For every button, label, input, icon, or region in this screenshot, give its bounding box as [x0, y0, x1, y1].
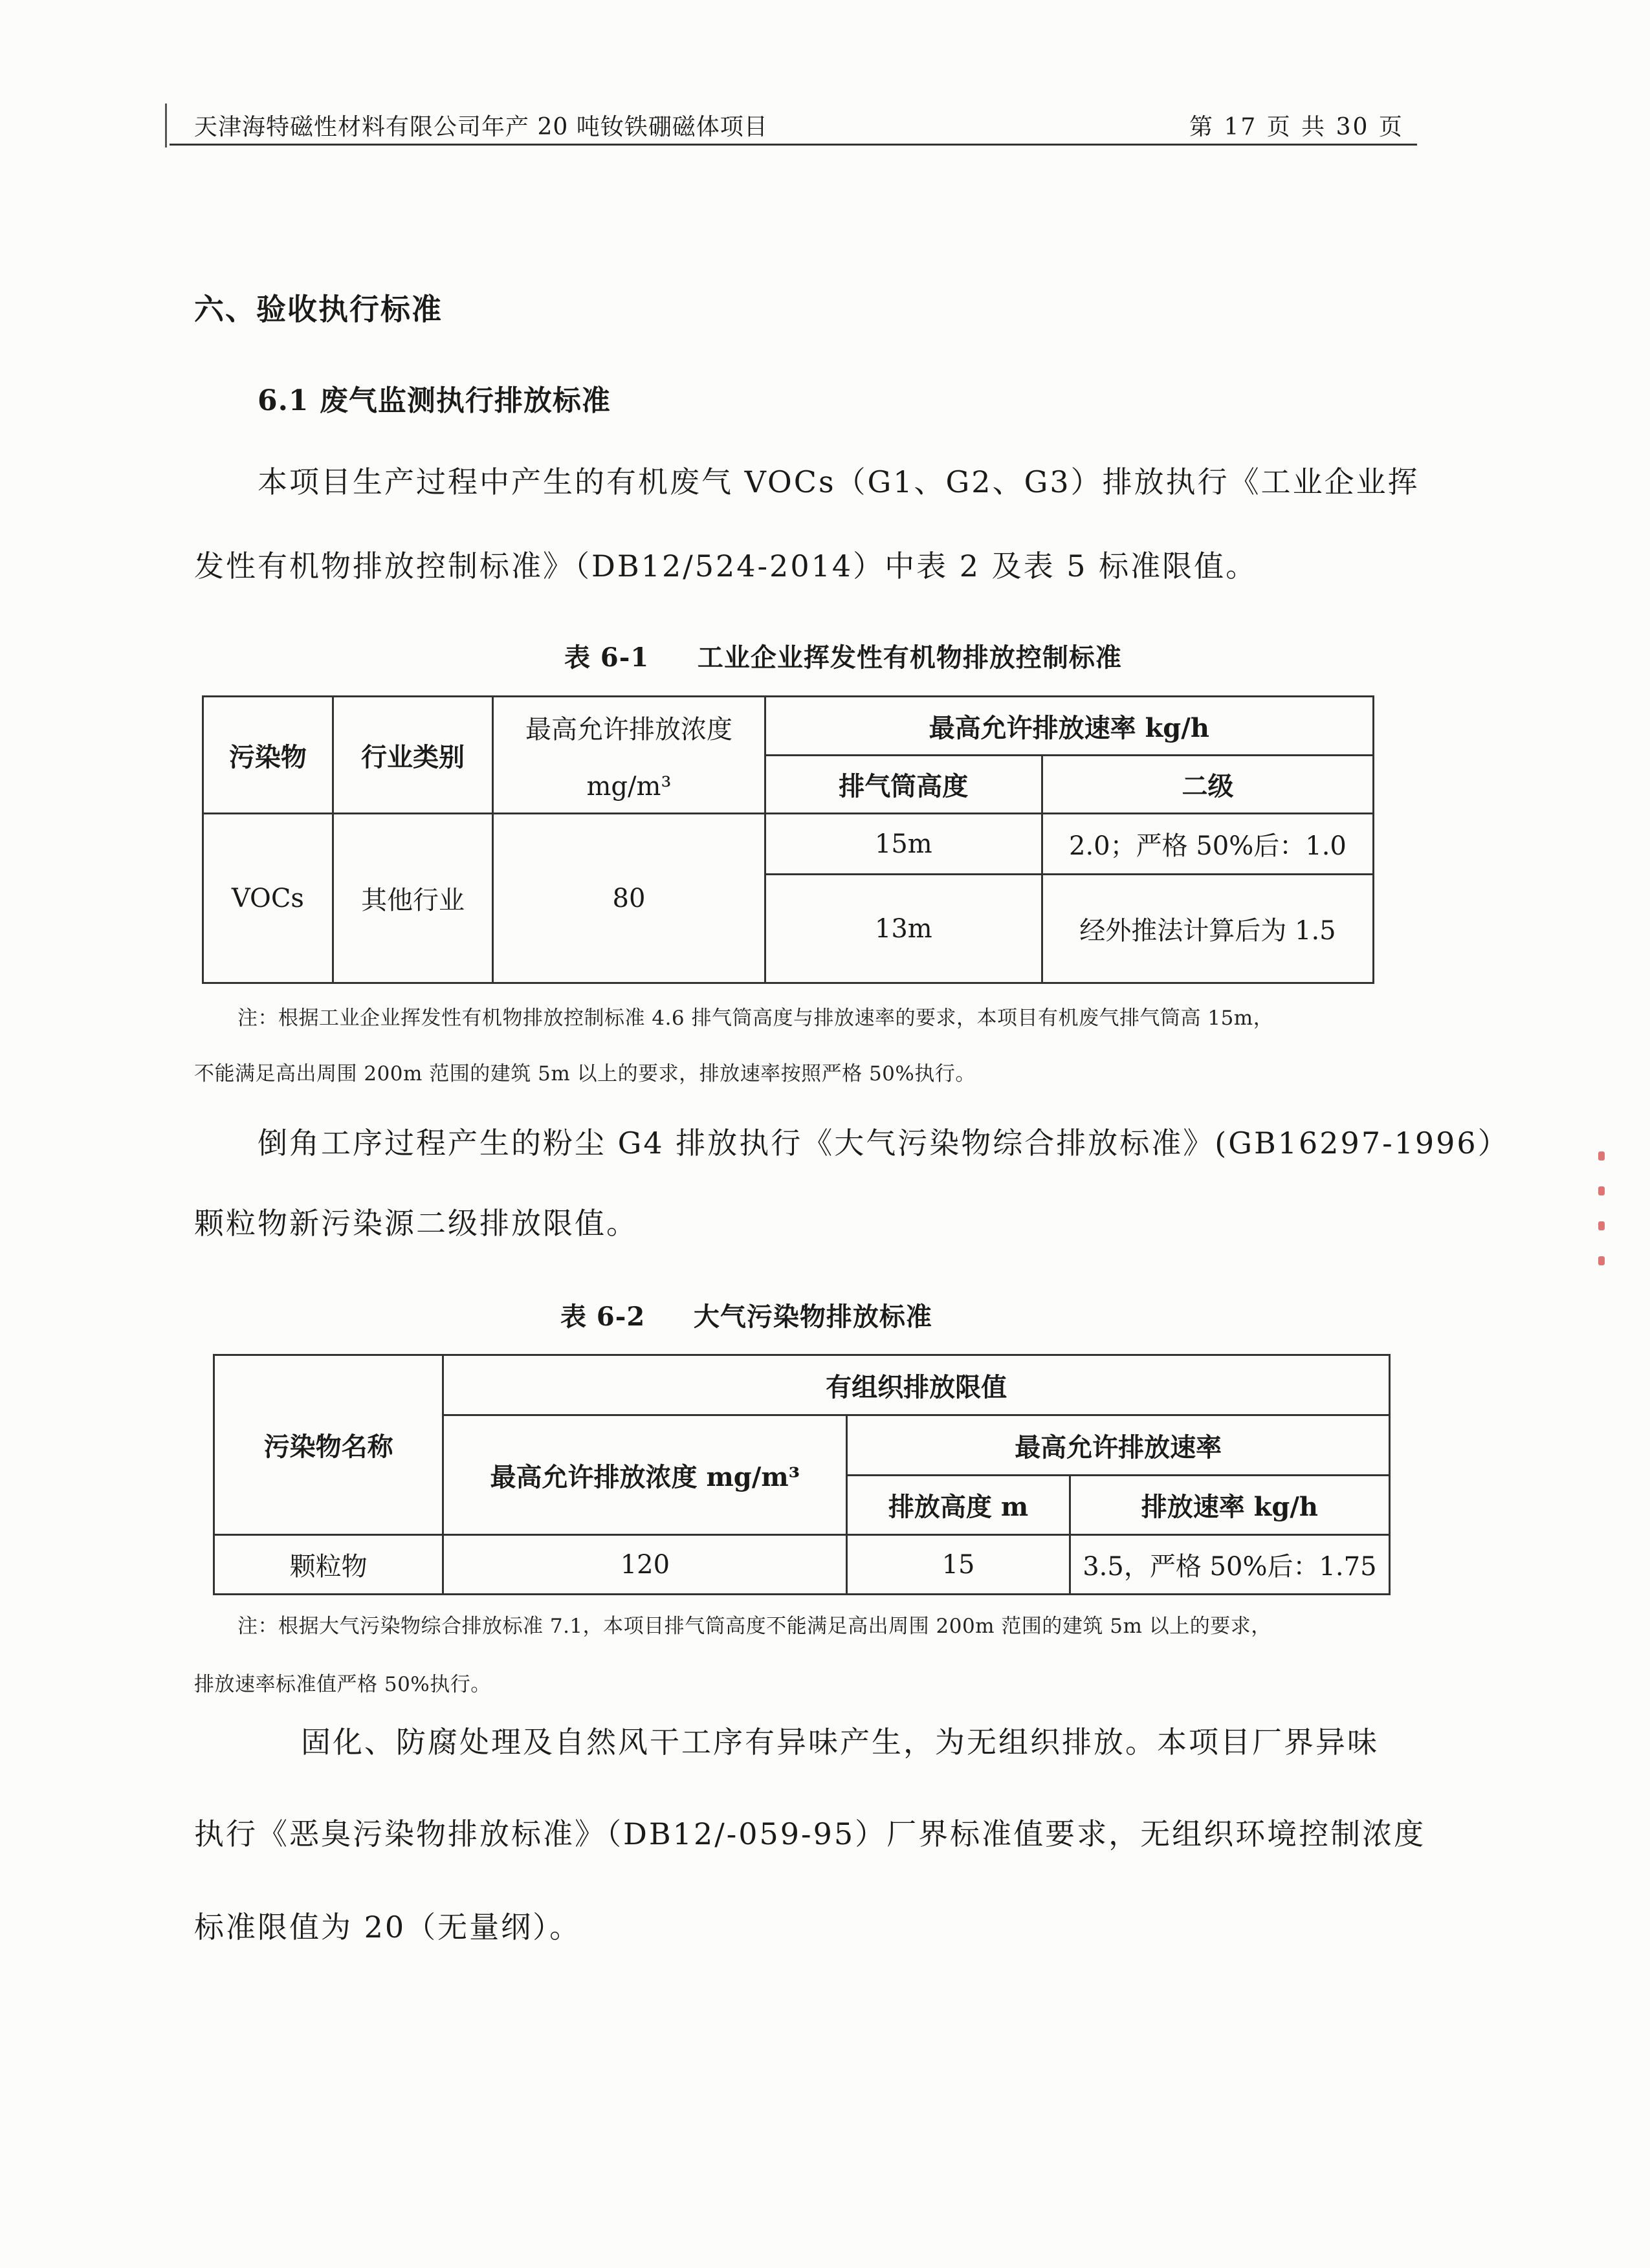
table1-cell-rate-2: 经外推法计算后为 1.5	[1042, 875, 1373, 983]
paragraph3-line3: 标准限值为 20（无量纲）。	[194, 1910, 582, 1945]
paragraph2-line2: 颗粒物新污染源二级排放限值。	[194, 1206, 638, 1241]
table1-cell-rate-1: 2.0；严格 50%后：1.0	[1042, 814, 1373, 875]
table2-header-rate: 排放速率 kg/h	[1070, 1476, 1389, 1535]
table1-cell-pollutant: VOCs	[203, 814, 333, 983]
table1-header-max-conc	[493, 697, 765, 814]
header-rule	[170, 144, 1417, 146]
table1-caption: 表 6-1 工业企业挥发性有机物排放控制标准	[564, 642, 1122, 673]
table2-header-name: 污染物名称	[214, 1355, 443, 1535]
table1-note-line1: 注：根据工业企业挥发性有机物排放控制标准 4.6 排气筒高度与排放速率的要求，本项目有机废气排气筒高 15m，	[237, 1007, 1274, 1030]
table1-header-max-conc-label: 最高允许排放浓度	[525, 714, 732, 745]
subsection-heading: 6.1 废气监测执行排放标准	[258, 384, 611, 417]
table1-note-line2: 不能满足高出周围 200m 范围的建筑 5m 以上的要求，排放速率按照严格 50%执行。	[194, 1062, 976, 1085]
table1-cell-height-2: 13m	[765, 875, 1042, 983]
table2-note-line1: 注：根据大气污染物综合排放标准 7.1，本项目排气筒高度不能满足高出周围 200m 范围的建筑 5m 以上的要求，	[237, 1615, 1271, 1638]
table1-header-max-rate: 最高允许排放速率 kg/h	[765, 697, 1373, 756]
paragraph2-line1: 倒角工序过程产生的粉尘 G4 排放执行《大气污染物综合排放标准》(GB16297-1996）	[258, 1126, 1510, 1161]
paragraph3-line1: 固化、防腐处理及自然风干工序有异味产生，为无组织排放。本项目厂界异味	[301, 1725, 1379, 1760]
table2-note-line2: 排放速率标准值严格 50%执行。	[194, 1673, 491, 1696]
table2-cell-name: 颗粒物	[214, 1535, 443, 1595]
paragraph1-line1: 本项目生产过程中产生的有机废气 VOCs（G1、G2、G3）排放执行《工业企业挥	[258, 464, 1420, 499]
table2-cell-rate: 3.5，严格 50%后：1.75	[1070, 1535, 1389, 1595]
table2-header-height: 排放高度 m	[847, 1476, 1070, 1535]
table2-cell-height: 15	[847, 1535, 1070, 1595]
paragraph1-line2: 发性有机物排放控制标准》（DB12/524-2014）中表 2 及表 5 标准限值。	[194, 549, 1258, 583]
table2-header-max-conc: 最高允许排放浓度 mg/m³	[443, 1415, 847, 1535]
table2-caption: 表 6-2 大气污染物排放标准	[560, 1302, 932, 1332]
seal-mark	[1598, 1151, 1607, 1307]
table2-header-max-rate: 最高允许排放速率	[847, 1415, 1390, 1476]
header-title: 天津海特磁性材料有限公司年产 20 吨钕铁硼磁体项目	[194, 114, 768, 140]
paragraph3-line2: 执行《恶臭污染物排放标准》（DB12/-059-95）厂界标准值要求，无组织环境控制浓度	[194, 1816, 1426, 1851]
table1-cell-height-1: 15m	[765, 814, 1042, 875]
table2-cell-conc: 120	[443, 1535, 847, 1595]
table1-header-level: 二级	[1042, 756, 1373, 814]
table1-header-pollutant: 污染物	[203, 697, 333, 814]
table1	[202, 695, 1374, 984]
table2	[213, 1354, 1391, 1595]
header-page-info: 第 17 页 共 30 页	[1189, 114, 1404, 140]
table1-cell-industry: 其他行业	[333, 814, 493, 983]
table1-header-stack-height: 排气筒高度	[765, 756, 1042, 814]
table2-header-organized: 有组织排放限值	[443, 1355, 1390, 1415]
table1-header-industry: 行业类别	[333, 697, 493, 814]
table1-header-max-conc-unit: mg/m³	[586, 771, 672, 801]
table1-cell-conc: 80	[493, 814, 765, 983]
section-heading: 六、验收执行标准	[194, 292, 443, 327]
